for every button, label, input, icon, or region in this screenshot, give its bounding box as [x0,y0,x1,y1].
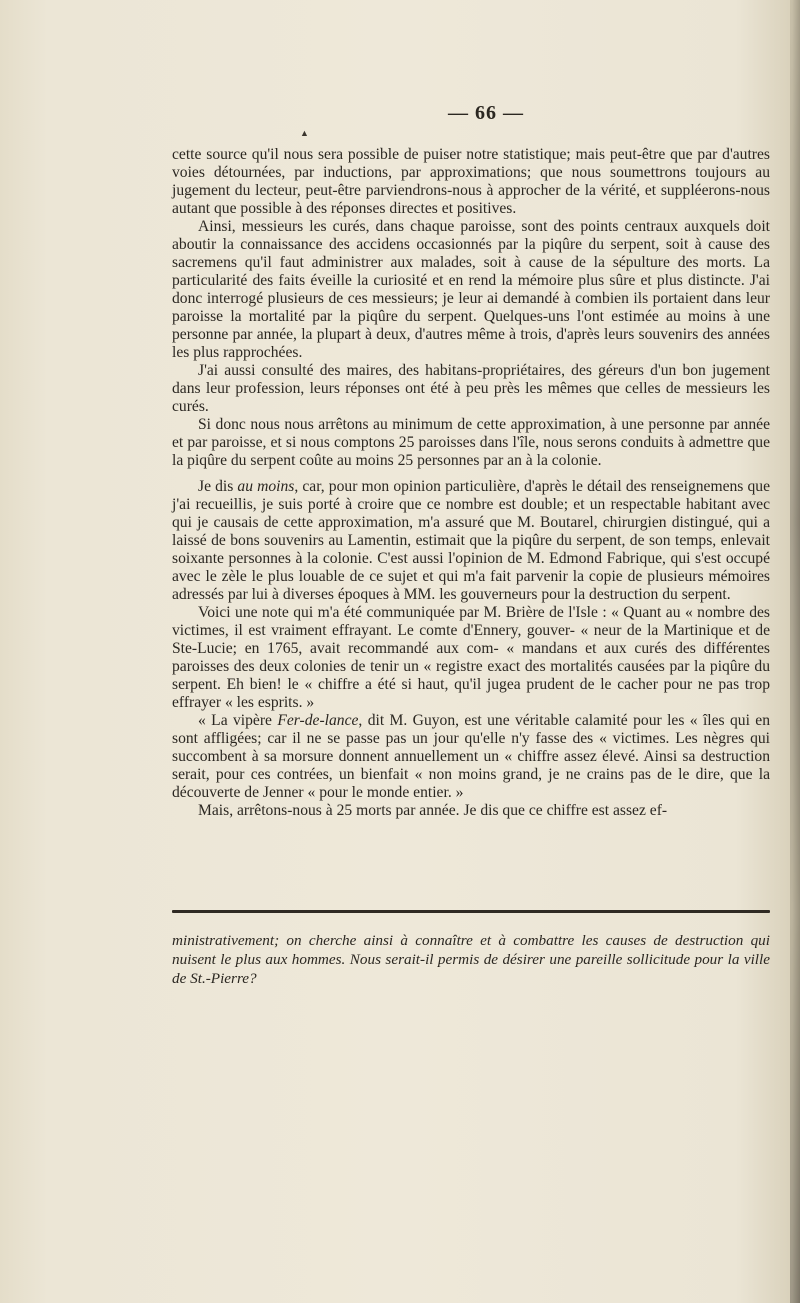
paragraph-7-rest: , dit M. Guyon, est une véritable calamité pour les « îles qui en sont affligées; car il ne se passe pas un jour qu'elle n'y fasse des « victimes. Les nègres qui succombent à sa morsure donnent annuellement un « chiffre assez élevé. Ainsi sa destruction serait, pour ces contrées, un bienfait « non moins grand, je ne crains pas de le dire, que la découverte de Jenner « pour le monde entier. » [172,712,770,801]
paragraph-7-emphasis: Fer-de-lance [277,712,359,729]
paragraph-1: cette source qu'il nous sera possible de puiser notre statistique; mais peut-être que par d'autres voies détournées, par inductions, par approximations; que nous soumettrons toujours au jugement du lecteur, peut-être parviendrons-nous à approcher de la vérité, et suppléerons-nous autant que possible à des réponses directes et positives. [172,146,770,217]
paragraph-6: Voici une note qui m'a été communiquée par M. Brière de l'Isle : « Quant au « nombre des victimes, il est vraiment effrayant. Le comte d'Ennery, gouver- « neur de la Martinique et de Ste-Lucie; en 1765, avait recommandé aux com- « mandans et aux curés des différentes paroisses des deux colonies de tenir un « registre exact des mortalités causées par la piqûre du serpent. Eh bien! le « chiffre a été si haut, qu'il jugea prudent de le cacher pour ne pas trop effrayer « les esprits. » [172,604,770,711]
paragraph-5-rest: , car, pour mon opinion particulière, d'après le détail des renseignemens que j'ai recueillis, je suis porté à croire que ce nombre est double; et un respectable habitant avec qui je causais de cette approximation, m'a assuré que M. Boutarel, chirurgien distingué, qui a laissé de bons souvenirs au Lamentin, estimait que la piqûre du serpent, de son temps, enlevait soixante personnes à la colonie. C'est aussi l'opinion de M. Edmond Fabrique, qui s'est occupé avec le zèle le plus louable de ce sujet et qui m'a fait parvenir la copie de plusieurs mémoires adressés par lui à diverses époques à MM. les gouverneurs pour la destruction du serpent. [172,478,770,603]
paragraph-5-emphasis: au moins [237,478,295,495]
paragraph-8: Mais, arrêtons-nous à 25 morts par année. Je dis que ce chiffre est assez ef- [198,802,668,819]
page-number: — 66 — [448,102,524,124]
footnote-text: ministrativement; on cherche ainsi à connaître et à combattre les causes de destruction qui nuisent le plus aux hommes. Nous serait-il permis de désirer une pareille sollicitude pour la ville de St.-Pierre? [172,932,770,987]
ink-mark: ▲ [300,128,309,138]
footnote [172,931,770,988]
paragraph-5 [172,478,770,604]
paragraph-4: Si donc nous nous arrêtons au minimum de cette approximation, à une personne par année et par paroisse, et si nous comptons 25 paroisses dans l'île, nous serons conduits à admettre que la piqûre du serpent coûte au moins 25 personnes par an à la colonie. [172,416,770,469]
paragraph-3: J'ai aussi consulté des maires, des habitans-propriétaires, des géreurs d'un bon jugement dans leur profession, leurs réponses ont été à peu près les mêmes que celles de messieurs les curés. [172,362,770,415]
page-edge-shadow [790,0,800,1303]
paragraph-2: Ainsi, messieurs les curés, dans chaque paroisse, sont des points centraux auxquels doit aboutir la connaissance des accidens occasionnés par la piqûre du serpent, soit à cause des sacremens qu'il faut administrer aux malades, soit à cause de la sépulture des morts. La particularité des faits éveille la curiosité et en rend la mémoire plus sûre et plus distincte. J'ai donc interrogé plusieurs de ces messieurs; je leur ai demandé à combien ils portaient dans leur paroisse la mortalité par la piqûre du serpent. Quelques-uns l'ont estimée au moins à une personne par année, la plupart à deux, d'autres même à trois, d'après leurs souvenirs des années les plus rapprochées. [172,218,770,361]
main-text [172,146,770,820]
paragraph-7-prefix: « La vipère [198,712,278,729]
paragraph-7 [172,712,770,802]
paragraph-5-prefix: Je dis [198,478,238,495]
footnote-separator [172,910,770,913]
